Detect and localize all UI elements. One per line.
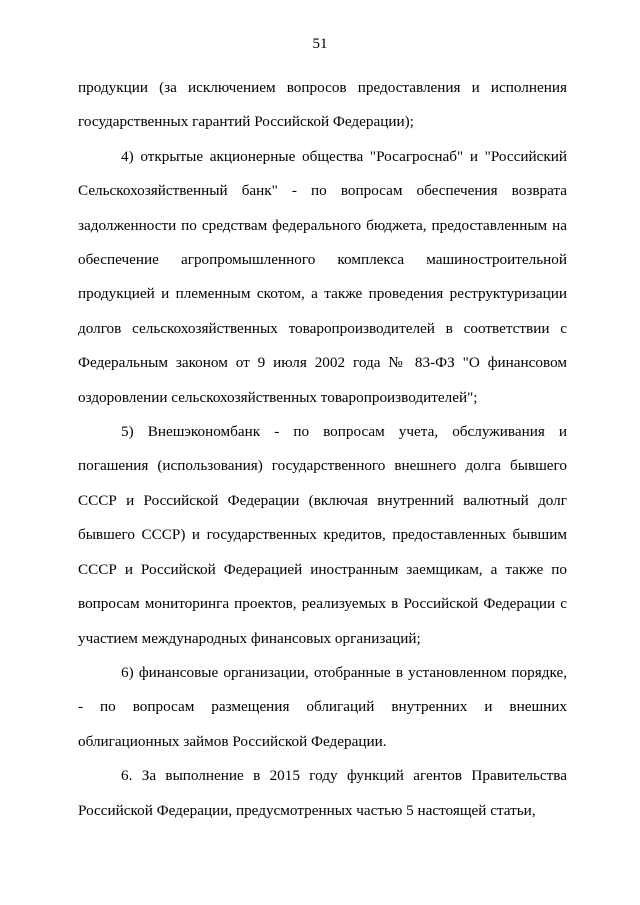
paragraph-item-6: 6) финансовые организации, отобранные в установленном порядке, - по вопросам размещения облигаций внутренних и внешних облигационных займов Российской Федерации. (78, 663, 567, 750)
paragraph-item-5: 5) Внешэкономбанк - по вопросам учета, обслуживания и погашения (использования) государственного внешнего долга бывшего СССР и Российской Федерации (включая внутренний валютный долг бывшего СССР) и государственных кредитов, предоставленных бывшим СССР и Российской Федерацией иностранным заемщикам, а также по вопросам мониторинга проектов, реализуемых в Российской Федерации с участием международных финансовых организаций; (78, 423, 567, 647)
paragraph-continuation: продукции (за исключением вопросов предоставления и исполнения государственных гарантий Российской Федерации); (78, 79, 567, 131)
paragraph-section-6: 6. За выполнение в 2015 году функций агентов Правительства Российской Федерации, предусмотренных частью 5 настоящей статьи, (78, 767, 567, 819)
document-body (78, 71, 567, 828)
page-number: 51 (312, 36, 328, 52)
paragraph-item-4: 4) открытые акционерные общества "Росагроснаб" и "Российский Сельскохозяйственный банк" - по вопросам обеспечения возврата задолженности по средствам федерального бюджета, предоставленным на обеспечение агропромышленного комплекса машиностроительной продукцией и племенным скотом, а также проведения реструктуризации долгов сельскохозяйственных товаропроизводителей в соответствии с Федеральным законом от 9 июля 2002 года № 83-ФЗ "О финансовом оздоровлении сельскохозяйственных товаропроизводителей"; (78, 147, 567, 406)
